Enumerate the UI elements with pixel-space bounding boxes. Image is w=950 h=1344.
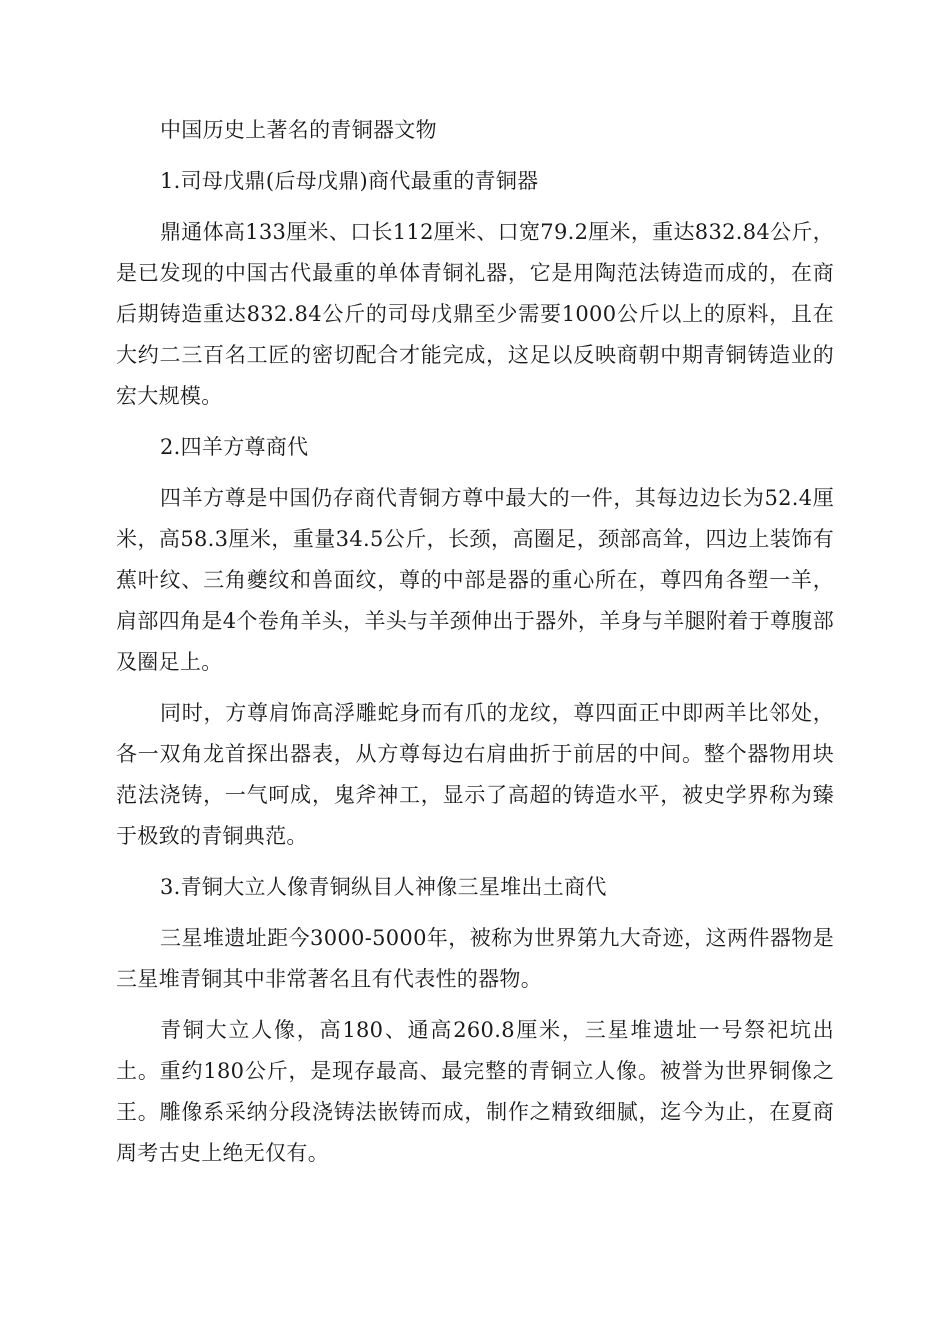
document-body: [116, 110, 834, 1184]
section-heading-1: 1.司母戊鼎(后母戊鼎)商代最重的青铜器: [160, 169, 539, 193]
section-heading-3: 3.青铜大立人像青铜纵目人神像三星堆出土商代: [160, 875, 607, 899]
section-3-paragraph-1: 三星堆遗址距今3000-5000年，被称为世界第九大奇迹，这两件器物是三星堆青铜其中非常著名且有代表性的器物。: [116, 926, 834, 991]
section-1-paragraph-1: 鼎通体高133厘米、口长112厘米、口宽79.2厘米，重达832.84公斤，是已发现的中国古代最重的单体青铜礼器，它是用陶范法铸造而成的，在商后期铸造重达832.84公斤的司母戊鼎至少需要1000公斤以上的原料，且在大约二三百名工匠的密切配合才能完成，这足以反映商朝中期青铜铸造业的宏大规模。: [116, 220, 834, 408]
section-3-paragraph-2: 青铜大立人像，高180、通高260.8厘米，三星堆遗址一号祭祀坑出土。重约180公斤，是现存最高、最完整的青铜立人像。被誉为世界铜像之王。雕像系采纳分段浇铸法嵌铸而成，制作之精致细腻，迄今为止，在夏商周考古史上绝无仅有。: [116, 1018, 834, 1165]
document-title: 中国历史上著名的青铜器文物: [160, 118, 437, 142]
section-2-paragraph-2: 同时，方尊肩饰高浮雕蛇身而有爪的龙纹，尊四面正中即两羊比邻处，各一双角龙首探出器表，从方尊每边右肩曲折于前居的中间。整个器物用块范法浇铸，一气呵成，鬼斧神工，显示了高超的铸造水平，被史学界称为臻于极致的青铜典范。: [116, 701, 834, 848]
section-heading-2: 2.四羊方尊商代: [160, 435, 309, 459]
section-2-paragraph-1: 四羊方尊是中国仍存商代青铜方尊中最大的一件，其每边边长为52.4厘米，高58.3厘米，重量34.5公斤，长颈，高圈足，颈部高耸，四边上装饰有蕉叶纹、三角夔纹和兽面纹，尊的中部是器的重心所在，尊四角各塑一羊，肩部四角是4个卷角羊头，羊头与羊颈伸出于器外，羊身与羊腿附着于尊腹部及圈足上。: [116, 486, 834, 674]
